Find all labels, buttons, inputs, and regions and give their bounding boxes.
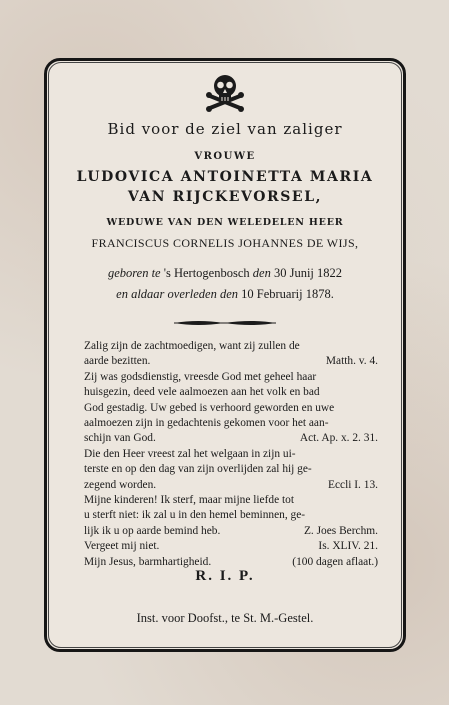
text-line: Mijn Jesus, barmhartigheid. (100 dagen aflaat.) [84, 555, 378, 570]
text-line: Mijne kinderen! Ik sterf, maar mijne liefde tot [84, 494, 295, 507]
citation: Matth. v. 4. [325, 355, 378, 368]
husband-name: FRANCISCUS CORNELIS JOHANNES DE WIJS, [91, 236, 359, 250]
born-prefix: geboren te [107, 266, 161, 280]
text-line: zegend worden. Eccli I. 13. [84, 478, 378, 493]
text-line: Die den Heer vreest zal het welgaan in zijn ui- [84, 447, 296, 460]
rip-text: R. I. P. [195, 568, 255, 584]
text-line: aalmoezen zijn in gedachtenis gekomen voor het aan- [84, 417, 329, 430]
born-den: den [252, 266, 271, 280]
citation: Eccli I. 13. [328, 478, 378, 491]
died-date: 10 Februarij 1878. [241, 287, 334, 301]
text-line: Vergeet mij niet. Is. XLIV. 21. [84, 539, 378, 554]
citation: (100 dagen aflaat.) [292, 555, 378, 568]
title-vrouwe: VROUWE [194, 151, 256, 162]
citation: Act. Ap. x. 2. 31. [299, 432, 378, 445]
widow-of-line: WEDUWE VAN DEN WELEDELEN HEER [106, 217, 344, 228]
born-date: 30 Junij 1822 [273, 266, 343, 280]
printer-line: Inst. voor Doofst., te St. M.-Gestel. [136, 611, 314, 625]
death-line [50, 287, 400, 302]
born-place: 's Hertogenbosch [163, 266, 250, 280]
prayer-heading: Bid voor de ziel van zaliger [107, 120, 343, 138]
text-line: Zij was godsdienstig, vreesde God met geheel haar [84, 370, 317, 383]
skull-crossbones-icon [205, 72, 245, 112]
text-line: God gestadig. Uw gebed is verhoord geworden en uwe [84, 401, 335, 414]
deceased-name-line1: LUDOVICA ANTOINETTA MARIA [76, 169, 374, 185]
citation: Is. XLIV. 21. [318, 540, 378, 553]
text-line: lijk ik u op aarde bemind heb. Z. Joes Berchm. [84, 524, 378, 539]
text-line: u sterft niet: ik zal u in den hemel beminnen, ge- [84, 509, 306, 522]
deceased-name-line2: VAN RIJCKEVORSEL, [127, 189, 323, 205]
text-line: schijn van God. Act. Ap. x. 2. 31. [84, 431, 378, 446]
citation: Z. Joes Berchm. [303, 524, 378, 537]
birth-line [50, 266, 400, 281]
text-line: Zalig zijn de zachtmoedigen, want zij zullen de [84, 340, 300, 352]
flourish-divider [172, 318, 278, 328]
died-prefix: en aldaar overleden den [116, 287, 238, 301]
scripture-text [84, 339, 378, 570]
text-line: terste en op den dag van zijn overlijden zal hij ge- [84, 463, 312, 476]
text-line: aarde bezitten. Matth. v. 4. [84, 354, 378, 369]
text-line: huisgezin, deed vele aalmoezen aan het volk en bad [84, 386, 320, 399]
